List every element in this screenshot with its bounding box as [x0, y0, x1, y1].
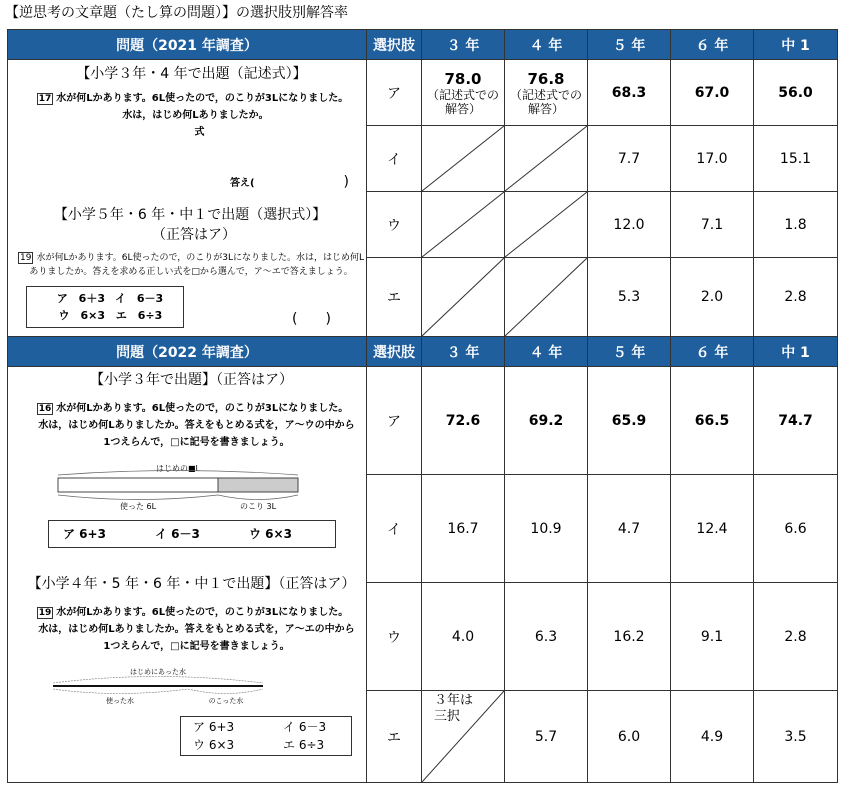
- value-junior1: 2.8: [754, 258, 838, 337]
- empty-slash-cell: [505, 258, 588, 337]
- value-junior1: 56.0: [754, 60, 838, 126]
- table-row: [8, 60, 838, 126]
- question-text-line: 1つえらんで，□に記号を書きましょう。: [103, 641, 290, 652]
- header-choice-2022: 選択肢: [367, 337, 422, 367]
- choice-cell: ウ: [367, 192, 422, 258]
- value-junior1: 15.1: [754, 126, 838, 192]
- page-title: 【逆思考の文章題（たし算の問題）】の選択肢別解答率: [5, 5, 348, 21]
- answer-rate-table: [7, 29, 838, 783]
- empty-slash-cell: [422, 192, 505, 258]
- header-grade5-2022: ５ 年: [588, 337, 671, 367]
- option-d: エ 6÷3: [115, 309, 163, 322]
- value-junior1: 3.5: [754, 691, 838, 783]
- value-grade6: 9.1: [671, 583, 754, 691]
- value-cell: [422, 60, 505, 126]
- question-text-line: 1つえらんで，□に記号を書きましょう。: [103, 437, 290, 448]
- header-grade6-2022: ６ 年: [671, 337, 754, 367]
- value-grade6: 66.5: [671, 367, 754, 475]
- empty-slash-cell: [505, 192, 588, 258]
- option-b: イ 6－3: [114, 292, 164, 305]
- header-problem-2021: 問題（2021 年調査）: [8, 30, 367, 60]
- value-grade4: 5.7: [505, 691, 588, 783]
- table-row: [8, 367, 838, 475]
- question-label-grade34: 【小学３年・4 年で出題（記述式）】: [76, 66, 307, 82]
- header-choice-2021: 選択肢: [367, 30, 422, 60]
- answer-paren-end: ): [343, 174, 349, 190]
- value-grade5: 5.3: [588, 258, 671, 337]
- answer-label: 答え(: [230, 178, 255, 189]
- empty-slash-cell: [422, 258, 505, 337]
- value-junior1: 2.8: [754, 583, 838, 691]
- question-cell-2022: [8, 367, 367, 783]
- question-text-line: 水が何Lかあります。6L使ったので，のこりが3Lになりました。: [56, 607, 349, 618]
- value-grade6: 4.9: [671, 691, 754, 783]
- formula-label: 式: [194, 127, 205, 138]
- diagram-top-label: はじめにあった水: [130, 668, 186, 676]
- question-text-line: 水が何Lかあります。6L使ったので，のこりが3Lになりました。: [56, 93, 349, 104]
- line-diagram: [48, 666, 288, 706]
- value-grade6: 67.0: [671, 60, 754, 126]
- option-a: ア 6+3: [193, 720, 235, 734]
- question-text-line: ありましたか。答えを求める正しい式を□から選んで，ア～エで答えましょう。: [29, 267, 353, 277]
- question-text-line: 水が何Lかあります。6L使ったので，のこりが3Lになりました。: [56, 403, 349, 414]
- header-grade4-2022: ４ 年: [505, 337, 588, 367]
- diagram-left-label: 使った 6L: [119, 502, 157, 510]
- option-c: ウ 6×3: [249, 527, 292, 541]
- value-grade5: 65.9: [588, 367, 671, 475]
- question-text-line: 水が何Lかあります。6L使ったので，のこりが3Lになりました。水は，はじめ何L: [36, 253, 365, 263]
- correct-answer-note: （正答はア）: [152, 227, 237, 243]
- question-text-line: 水は，はじめ何Lありましたか。答えをもとめる式を，ア～エの中から: [38, 624, 355, 635]
- three-choice-note-cell: [422, 691, 505, 783]
- options-box: [26, 286, 184, 328]
- value-grade4: 69.2: [505, 367, 588, 475]
- value-grade3: 16.7: [422, 475, 505, 583]
- value-junior1: 6.6: [754, 475, 838, 583]
- value-grade5: 12.0: [588, 192, 671, 258]
- question-label-grade56j1: 【小学５年・6 年・中１で出題（選択式）】: [53, 207, 327, 223]
- question-number: 19: [38, 608, 52, 618]
- value-grade5: 16.2: [588, 583, 671, 691]
- header-grade6-2021: ６ 年: [671, 30, 754, 60]
- value-cell: [505, 60, 588, 126]
- option-a: ア 6+3: [63, 527, 106, 541]
- value-grade5: 68.3: [588, 60, 671, 126]
- choice-cell: エ: [367, 691, 422, 783]
- value-grade4: 76.8: [527, 69, 565, 88]
- option-a: ア 6＋3: [56, 292, 105, 305]
- question-number: 16: [38, 404, 52, 414]
- question-text-line: 水は，はじめ何Lありましたか。: [122, 110, 269, 121]
- question-cell-2021: [8, 60, 367, 337]
- value-grade6: 2.0: [671, 258, 754, 337]
- value-grade6: 12.4: [671, 475, 754, 583]
- question-text-line: 水は，はじめ何Lありましたか。答えをもとめる式を，ア～ウの中から: [38, 420, 355, 431]
- options-box: [48, 520, 336, 548]
- header-row-2022: [8, 337, 838, 367]
- value-note: （記述式での解答）: [426, 87, 499, 116]
- header-junior1-2022: 中 1: [754, 337, 838, 367]
- value-grade3: 4.0: [422, 583, 505, 691]
- question-number: 19: [20, 253, 32, 263]
- diagram-top-label: はじめの■L: [155, 464, 201, 473]
- tape-diagram: [48, 460, 348, 510]
- value-grade4: 10.9: [505, 475, 588, 583]
- option-b: イ 6－3: [283, 720, 327, 734]
- value-junior1: 74.7: [754, 367, 838, 475]
- value-grade5: 7.7: [588, 126, 671, 192]
- question-label-grade3: 【小学３年で出題】（正答はア）: [90, 372, 293, 388]
- value-grade4: 6.3: [505, 583, 588, 691]
- value-grade6: 17.0: [671, 126, 754, 192]
- empty-slash-cell: [505, 126, 588, 192]
- value-grade6: 7.1: [671, 192, 754, 258]
- value-grade5: 4.7: [588, 475, 671, 583]
- header-junior1-2021: 中 1: [754, 30, 838, 60]
- choice-cell: ア: [367, 60, 422, 126]
- option-c: ウ 6×3: [193, 738, 235, 752]
- option-b: イ 6－3: [155, 527, 200, 541]
- choice-cell: イ: [367, 126, 422, 192]
- option-c: ウ 6×3: [58, 309, 105, 322]
- header-row-2021: [8, 30, 838, 60]
- choice-cell: エ: [367, 258, 422, 337]
- diagram-right-label: のこった水: [208, 697, 244, 705]
- choice-cell: ウ: [367, 583, 422, 691]
- value-grade3: 78.0: [444, 69, 482, 88]
- diagram-right-label: のこり 3L: [239, 502, 277, 510]
- header-grade3-2021: ３ 年: [422, 30, 505, 60]
- three-choice-note: ３年は三択: [434, 693, 474, 724]
- question-label-grade456j1: 【小学４年・5 年・6 年・中１で出題】（正答はア）: [27, 576, 356, 592]
- option-d: エ 6÷3: [283, 738, 325, 752]
- choice-cell: ア: [367, 367, 422, 475]
- diagram-left-label: 使った水: [106, 697, 134, 705]
- answer-paren: ( ): [292, 311, 331, 327]
- value-note: （記述式での解答）: [509, 87, 582, 116]
- value-junior1: 1.8: [754, 192, 838, 258]
- value-grade3: 72.6: [422, 367, 505, 475]
- question-number: 17: [38, 94, 52, 104]
- header-problem-2022: 問題（2022 年調査）: [8, 337, 367, 367]
- options-box: [180, 716, 352, 756]
- value-grade5: 6.0: [588, 691, 671, 783]
- header-grade4-2021: ４ 年: [505, 30, 588, 60]
- header-grade5-2021: ５ 年: [588, 30, 671, 60]
- header-grade3-2022: ３ 年: [422, 337, 505, 367]
- choice-cell: イ: [367, 475, 422, 583]
- empty-slash-cell: [422, 126, 505, 192]
